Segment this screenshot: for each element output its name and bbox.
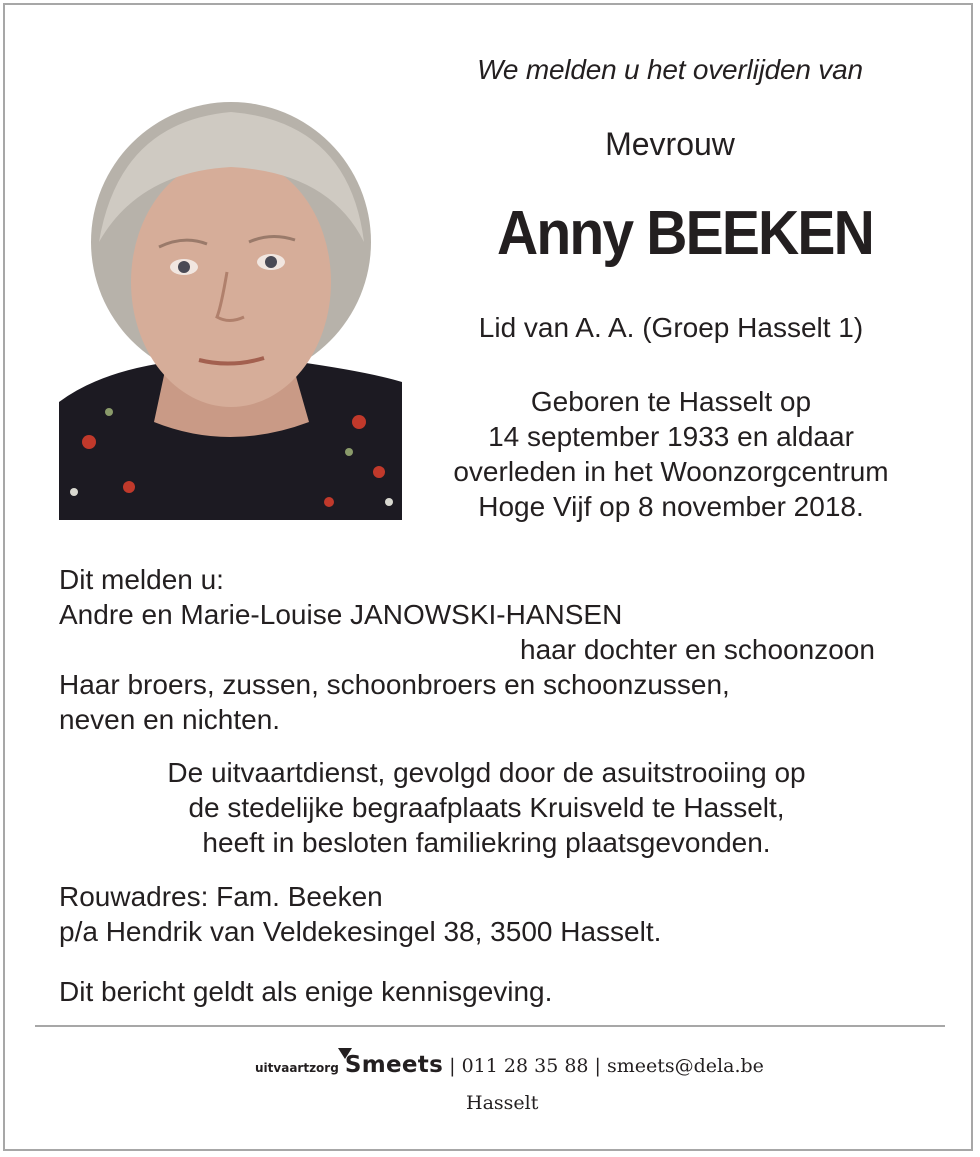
birth-death-block [400, 384, 942, 524]
service-line: De uitvaartdienst, gevolgd door de asuitstrooiing op [167, 757, 806, 788]
family-line: neven en nichten. [59, 704, 281, 735]
notice-line: Dit bericht geldt als enige kennisgeving. [59, 976, 553, 1007]
brand-triangle-icon [338, 1048, 352, 1059]
address-line: p/a Hendrik van Veldekesingel 38, 3500 Hasselt. [59, 916, 662, 947]
deceased-name: Anny BEEKEN [497, 199, 873, 268]
footer-email: smeets@dela.be [607, 1055, 764, 1077]
address-line: Rouwadres: Fam. Beeken [59, 881, 383, 912]
family-line: Haar broers, zussen, schoonbroers en schoonzussen, [59, 669, 730, 700]
birth-line: Hoge Vijf op 8 november 2018. [478, 491, 864, 522]
funeral-home-footer [255, 1052, 775, 1114]
footer-divider [35, 1025, 945, 1027]
portrait-photo [59, 92, 402, 520]
footer-city: Hasselt [466, 1092, 539, 1114]
family-relation: haar dochter en schoonzoon [520, 634, 875, 665]
announcement-block [59, 562, 939, 737]
footer-separator: | [594, 1055, 601, 1077]
intro-line: We melden u het overlijden van [477, 54, 863, 85]
family-line: Andre en Marie-Louise JANOWSKI-HANSEN [59, 599, 623, 630]
footer-separator: | [449, 1055, 456, 1077]
service-block [59, 755, 914, 860]
honorific: Mevrouw [605, 126, 735, 162]
brand-prefix: uitvaartzorg [255, 1061, 339, 1075]
birth-line: overleden in het Woonzorgcentrum [453, 456, 889, 487]
birth-line: Geboren te Hasselt op [530, 386, 812, 417]
mourning-address [59, 879, 939, 949]
birth-line: 14 september 1933 en aldaar [488, 421, 854, 452]
footer-phone: 011 28 35 88 [461, 1055, 589, 1077]
brand-name: Smeets [344, 1052, 444, 1078]
membership-line: Lid van A. A. (Groep Hasselt 1) [478, 312, 864, 343]
service-line: de stedelijke begraafplaats Kruisveld te Hasselt, [188, 792, 785, 823]
announcement-lead: Dit melden u: [59, 564, 224, 595]
service-line: heeft in besloten familiekring plaatsgevonden. [202, 827, 771, 858]
